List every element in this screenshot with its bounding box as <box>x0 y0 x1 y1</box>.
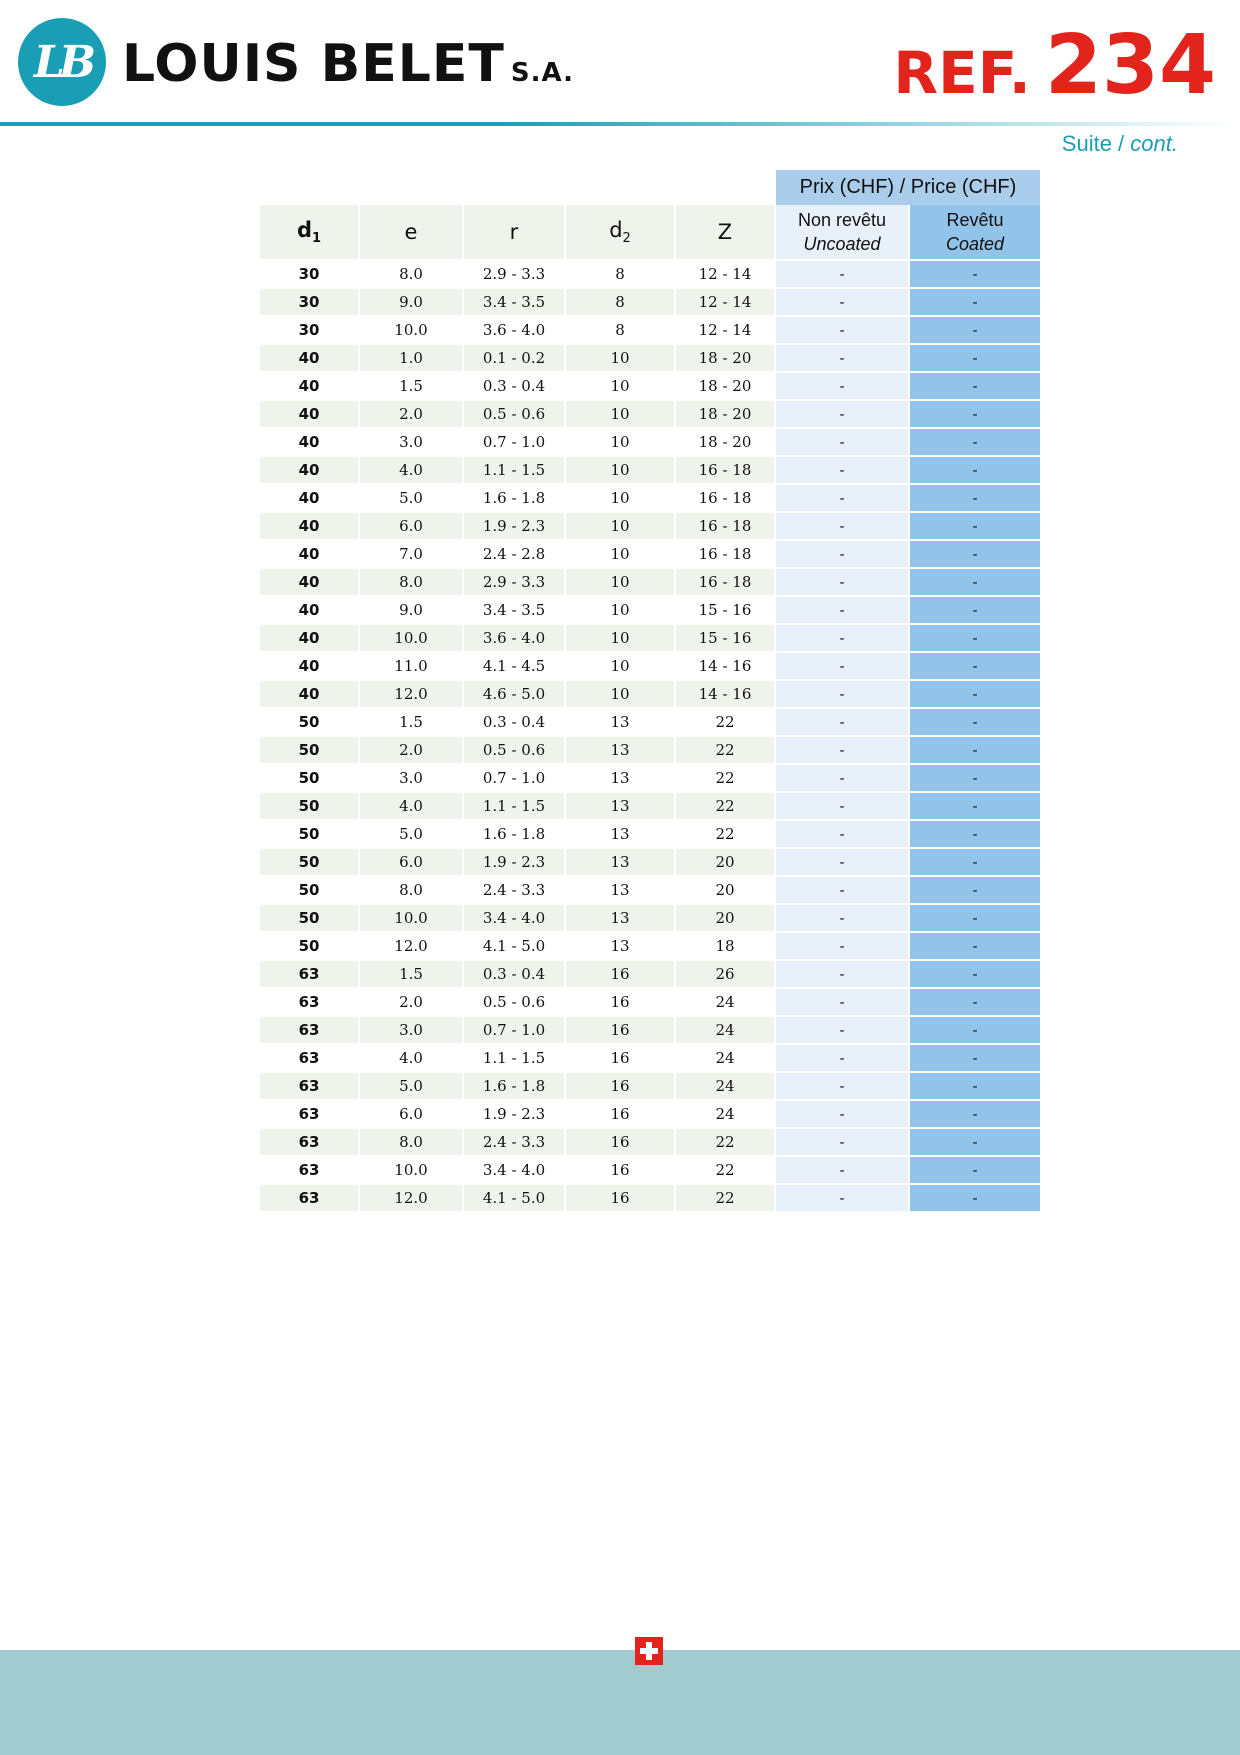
cell-co: - <box>910 763 1040 791</box>
cell-e: 8.0 <box>360 259 462 287</box>
cell-d2: 16 <box>566 1183 674 1211</box>
cell-co: - <box>910 315 1040 343</box>
cell-d2: 13 <box>566 707 674 735</box>
cell-co: - <box>910 1183 1040 1211</box>
cell-d2: 10 <box>566 343 674 371</box>
cell-d1: 50 <box>260 763 358 791</box>
cell-uc: - <box>776 1183 908 1211</box>
cell-d1: 40 <box>260 623 358 651</box>
cell-d2: 13 <box>566 763 674 791</box>
col-header-r: r <box>464 205 564 259</box>
table-row <box>260 1071 1040 1099</box>
cell-d1: 50 <box>260 819 358 847</box>
cell-r: 1.6 - 1.8 <box>464 483 564 511</box>
cell-uc: - <box>776 763 908 791</box>
cell-e: 8.0 <box>360 875 462 903</box>
cell-e: 3.0 <box>360 1015 462 1043</box>
cell-e: 5.0 <box>360 819 462 847</box>
cell-uc: - <box>776 875 908 903</box>
cell-z: 18 - 20 <box>676 399 774 427</box>
cell-co: - <box>910 707 1040 735</box>
cell-d1: 40 <box>260 399 358 427</box>
cell-co: - <box>910 651 1040 679</box>
cell-d1: 40 <box>260 455 358 483</box>
cell-d1: 40 <box>260 343 358 371</box>
cell-r: 0.7 - 1.0 <box>464 1015 564 1043</box>
cell-co: - <box>910 343 1040 371</box>
cell-co: - <box>910 455 1040 483</box>
cell-uc: - <box>776 707 908 735</box>
cell-co: - <box>910 1099 1040 1127</box>
cell-z: 22 <box>676 819 774 847</box>
col-header-coated: Revêtu Coated <box>910 205 1040 259</box>
cell-r: 1.1 - 1.5 <box>464 791 564 819</box>
cell-r: 2.9 - 3.3 <box>464 259 564 287</box>
cell-uc: - <box>776 427 908 455</box>
cell-co: - <box>910 399 1040 427</box>
cell-co: - <box>910 903 1040 931</box>
cell-r: 3.4 - 3.5 <box>464 595 564 623</box>
cell-r: 3.6 - 4.0 <box>464 315 564 343</box>
cell-uc: - <box>776 679 908 707</box>
cell-z: 22 <box>676 1155 774 1183</box>
table-row <box>260 931 1040 959</box>
cell-co: - <box>910 735 1040 763</box>
cell-uc: - <box>776 819 908 847</box>
table-row <box>260 847 1040 875</box>
table-row <box>260 1127 1040 1155</box>
cell-d2: 16 <box>566 1099 674 1127</box>
cell-r: 1.6 - 1.8 <box>464 1071 564 1099</box>
cell-co: - <box>910 623 1040 651</box>
cell-z: 16 - 18 <box>676 539 774 567</box>
cell-z: 18 <box>676 931 774 959</box>
table-row <box>260 1155 1040 1183</box>
table-row <box>260 343 1040 371</box>
cell-r: 3.4 - 3.5 <box>464 287 564 315</box>
cell-z: 16 - 18 <box>676 483 774 511</box>
cell-e: 8.0 <box>360 567 462 595</box>
cell-co: - <box>910 1071 1040 1099</box>
cell-z: 22 <box>676 1127 774 1155</box>
table-row <box>260 1043 1040 1071</box>
cell-uc: - <box>776 623 908 651</box>
cell-e: 2.0 <box>360 399 462 427</box>
cell-uc: - <box>776 371 908 399</box>
cell-z: 22 <box>676 763 774 791</box>
cell-co: - <box>910 791 1040 819</box>
cell-uc: - <box>776 483 908 511</box>
cell-r: 1.6 - 1.8 <box>464 819 564 847</box>
cell-z: 20 <box>676 847 774 875</box>
header-spacer <box>260 170 774 205</box>
cell-e: 7.0 <box>360 539 462 567</box>
cell-r: 2.4 - 3.3 <box>464 875 564 903</box>
cell-r: 2.4 - 3.3 <box>464 1127 564 1155</box>
cell-z: 24 <box>676 987 774 1015</box>
cell-z: 14 - 16 <box>676 651 774 679</box>
cell-d2: 10 <box>566 539 674 567</box>
cell-r: 2.9 - 3.3 <box>464 567 564 595</box>
cell-e: 2.0 <box>360 735 462 763</box>
cell-co: - <box>910 1155 1040 1183</box>
cell-d1: 63 <box>260 1043 358 1071</box>
cell-uc: - <box>776 1099 908 1127</box>
suite-label: Suite / <box>1061 131 1125 156</box>
cell-co: - <box>910 931 1040 959</box>
cell-z: 16 - 18 <box>676 567 774 595</box>
cell-e: 6.0 <box>360 1099 462 1127</box>
cell-d2: 10 <box>566 455 674 483</box>
cell-co: - <box>910 679 1040 707</box>
cell-r: 0.7 - 1.0 <box>464 763 564 791</box>
cell-e: 10.0 <box>360 903 462 931</box>
cell-z: 15 - 16 <box>676 595 774 623</box>
cell-uc: - <box>776 931 908 959</box>
cell-uc: - <box>776 1043 908 1071</box>
cell-co: - <box>910 847 1040 875</box>
price-header: Prix (CHF) / Price (CHF) <box>776 170 1040 205</box>
col-header-e: e <box>360 205 462 259</box>
table-row <box>260 371 1040 399</box>
col-header-uncoated: Non revêtu Uncoated <box>776 205 908 259</box>
table-row <box>260 511 1040 539</box>
cell-co: - <box>910 539 1040 567</box>
cell-z: 18 - 20 <box>676 427 774 455</box>
cell-e: 12.0 <box>360 931 462 959</box>
table-row <box>260 259 1040 287</box>
table-row <box>260 875 1040 903</box>
cell-e: 6.0 <box>360 847 462 875</box>
table-row <box>260 623 1040 651</box>
cell-r: 4.6 - 5.0 <box>464 679 564 707</box>
cell-d2: 8 <box>566 287 674 315</box>
cell-e: 10.0 <box>360 623 462 651</box>
cell-d2: 13 <box>566 791 674 819</box>
cell-r: 0.5 - 0.6 <box>464 399 564 427</box>
cell-d2: 10 <box>566 679 674 707</box>
cell-e: 3.0 <box>360 427 462 455</box>
cell-d2: 16 <box>566 1043 674 1071</box>
cell-d2: 16 <box>566 987 674 1015</box>
table-row <box>260 1183 1040 1211</box>
cell-d2: 10 <box>566 483 674 511</box>
cell-co: - <box>910 371 1040 399</box>
cell-d2: 8 <box>566 259 674 287</box>
table-row <box>260 959 1040 987</box>
cell-d1: 63 <box>260 987 358 1015</box>
continuation-note <box>1062 131 1178 157</box>
cell-d1: 50 <box>260 931 358 959</box>
cell-e: 2.0 <box>360 987 462 1015</box>
cell-d2: 16 <box>566 1155 674 1183</box>
cell-d1: 40 <box>260 511 358 539</box>
cell-e: 12.0 <box>360 679 462 707</box>
footer-band <box>0 1650 1240 1755</box>
cell-uc: - <box>776 903 908 931</box>
cell-d2: 13 <box>566 931 674 959</box>
cell-r: 0.1 - 0.2 <box>464 343 564 371</box>
cell-d1: 40 <box>260 567 358 595</box>
cell-d2: 10 <box>566 427 674 455</box>
cell-d2: 16 <box>566 959 674 987</box>
table-row <box>260 455 1040 483</box>
cell-uc: - <box>776 455 908 483</box>
cell-uc: - <box>776 315 908 343</box>
product-reference <box>893 18 1216 113</box>
cell-r: 4.1 - 5.0 <box>464 1183 564 1211</box>
table-row <box>260 987 1040 1015</box>
cell-d1: 40 <box>260 595 358 623</box>
cell-d1: 30 <box>260 315 358 343</box>
cell-r: 1.9 - 2.3 <box>464 511 564 539</box>
cell-d2: 16 <box>566 1127 674 1155</box>
cell-uc: - <box>776 1071 908 1099</box>
cell-uc: - <box>776 399 908 427</box>
table-row <box>260 287 1040 315</box>
cell-d2: 16 <box>566 1015 674 1043</box>
cell-r: 0.5 - 0.6 <box>464 735 564 763</box>
cell-r: 0.3 - 0.4 <box>464 371 564 399</box>
cell-d1: 30 <box>260 287 358 315</box>
cell-co: - <box>910 511 1040 539</box>
cell-uc: - <box>776 259 908 287</box>
cell-uc: - <box>776 343 908 371</box>
table-body <box>260 259 1040 1211</box>
cell-co: - <box>910 1015 1040 1043</box>
cell-d1: 63 <box>260 959 358 987</box>
cell-d1: 50 <box>260 707 358 735</box>
cell-z: 22 <box>676 791 774 819</box>
cell-d1: 40 <box>260 651 358 679</box>
col-header-z: Z <box>676 205 774 259</box>
table-row <box>260 903 1040 931</box>
logo-monogram: LB <box>33 36 91 88</box>
cell-z: 14 - 16 <box>676 679 774 707</box>
cell-z: 12 - 14 <box>676 315 774 343</box>
cell-e: 12.0 <box>360 1183 462 1211</box>
cell-co: - <box>910 959 1040 987</box>
cell-d2: 10 <box>566 511 674 539</box>
table-row <box>260 399 1040 427</box>
cell-z: 24 <box>676 1099 774 1127</box>
cell-d2: 10 <box>566 623 674 651</box>
cell-d1: 40 <box>260 371 358 399</box>
cell-d1: 50 <box>260 903 358 931</box>
cell-d1: 50 <box>260 847 358 875</box>
cell-co: - <box>910 259 1040 287</box>
cell-e: 1.5 <box>360 707 462 735</box>
cell-uc: - <box>776 651 908 679</box>
company-logo <box>18 18 106 106</box>
cell-d2: 10 <box>566 399 674 427</box>
table-row <box>260 595 1040 623</box>
table-row <box>260 707 1040 735</box>
cell-e: 1.5 <box>360 371 462 399</box>
cell-z: 20 <box>676 903 774 931</box>
cell-r: 1.9 - 2.3 <box>464 1099 564 1127</box>
cell-z: 16 - 18 <box>676 455 774 483</box>
cell-uc: - <box>776 791 908 819</box>
cell-z: 18 - 20 <box>676 371 774 399</box>
cell-e: 9.0 <box>360 287 462 315</box>
cell-co: - <box>910 427 1040 455</box>
cell-d1: 50 <box>260 875 358 903</box>
cell-r: 4.1 - 5.0 <box>464 931 564 959</box>
cell-uc: - <box>776 511 908 539</box>
cell-r: 2.4 - 2.8 <box>464 539 564 567</box>
cell-d1: 40 <box>260 427 358 455</box>
cell-e: 10.0 <box>360 315 462 343</box>
cell-uc: - <box>776 959 908 987</box>
table-row <box>260 539 1040 567</box>
ref-label: REF. <box>893 39 1031 107</box>
cell-d2: 8 <box>566 315 674 343</box>
swiss-flag-icon <box>635 1637 663 1665</box>
cell-z: 20 <box>676 875 774 903</box>
cell-d2: 10 <box>566 595 674 623</box>
cell-uc: - <box>776 567 908 595</box>
cell-d2: 10 <box>566 567 674 595</box>
cell-d2: 16 <box>566 1071 674 1099</box>
table-row <box>260 735 1040 763</box>
cell-d1: 40 <box>260 679 358 707</box>
cell-e: 4.0 <box>360 791 462 819</box>
table-row <box>260 1015 1040 1043</box>
cell-z: 22 <box>676 707 774 735</box>
cell-d1: 63 <box>260 1127 358 1155</box>
cell-e: 9.0 <box>360 595 462 623</box>
cell-e: 3.0 <box>360 763 462 791</box>
cell-r: 0.5 - 0.6 <box>464 987 564 1015</box>
cell-e: 11.0 <box>360 651 462 679</box>
cell-d2: 13 <box>566 847 674 875</box>
cell-z: 26 <box>676 959 774 987</box>
cell-r: 0.3 - 0.4 <box>464 707 564 735</box>
cell-d1: 40 <box>260 483 358 511</box>
table-row <box>260 791 1040 819</box>
table-row <box>260 483 1040 511</box>
cell-e: 1.5 <box>360 959 462 987</box>
cell-r: 3.6 - 4.0 <box>464 623 564 651</box>
cell-uc: - <box>776 595 908 623</box>
cell-d2: 13 <box>566 903 674 931</box>
cell-e: 5.0 <box>360 1071 462 1099</box>
cell-co: - <box>910 1043 1040 1071</box>
table-row <box>260 315 1040 343</box>
cell-e: 8.0 <box>360 1127 462 1155</box>
cell-co: - <box>910 1127 1040 1155</box>
company-suffix: S.A. <box>510 58 574 88</box>
cell-d2: 13 <box>566 875 674 903</box>
cell-z: 12 - 14 <box>676 287 774 315</box>
cell-uc: - <box>776 287 908 315</box>
cell-co: - <box>910 819 1040 847</box>
cell-z: 22 <box>676 1183 774 1211</box>
cell-r: 1.9 - 2.3 <box>464 847 564 875</box>
header-divider <box>0 122 1240 126</box>
table-row <box>260 567 1040 595</box>
cont-label: cont. <box>1130 131 1178 156</box>
cell-r: 1.1 - 1.5 <box>464 1043 564 1071</box>
cell-z: 16 - 18 <box>676 511 774 539</box>
table-row <box>260 427 1040 455</box>
cell-r: 4.1 - 4.5 <box>464 651 564 679</box>
cell-d1: 63 <box>260 1183 358 1211</box>
cell-z: 24 <box>676 1043 774 1071</box>
cell-r: 3.4 - 4.0 <box>464 1155 564 1183</box>
cell-uc: - <box>776 847 908 875</box>
cell-d2: 13 <box>566 735 674 763</box>
cell-co: - <box>910 875 1040 903</box>
cell-z: 24 <box>676 1071 774 1099</box>
cell-d2: 13 <box>566 819 674 847</box>
table-row <box>260 679 1040 707</box>
table-row <box>260 1099 1040 1127</box>
cell-e: 4.0 <box>360 1043 462 1071</box>
cell-co: - <box>910 987 1040 1015</box>
table-row <box>260 651 1040 679</box>
cell-e: 4.0 <box>360 455 462 483</box>
cell-d2: 10 <box>566 371 674 399</box>
cell-uc: - <box>776 1155 908 1183</box>
col-header-d2: $d_2$ <box>566 205 674 259</box>
cell-e: 10.0 <box>360 1155 462 1183</box>
table-row <box>260 763 1040 791</box>
cell-z: 18 - 20 <box>676 343 774 371</box>
cell-uc: - <box>776 1015 908 1043</box>
cell-e: 6.0 <box>360 511 462 539</box>
cell-e: 5.0 <box>360 483 462 511</box>
cell-d1: 50 <box>260 791 358 819</box>
company-name: LOUIS BELET S.A. <box>122 34 574 94</box>
cell-z: 22 <box>676 735 774 763</box>
dimensions-table <box>258 170 1042 1211</box>
cell-z: 12 - 14 <box>676 259 774 287</box>
cell-r: 1.1 - 1.5 <box>464 455 564 483</box>
cell-uc: - <box>776 735 908 763</box>
cell-co: - <box>910 483 1040 511</box>
cell-e: 1.0 <box>360 343 462 371</box>
cell-co: - <box>910 567 1040 595</box>
cell-d1: 40 <box>260 539 358 567</box>
cell-d1: 63 <box>260 1155 358 1183</box>
cell-r: 3.4 - 4.0 <box>464 903 564 931</box>
cell-d1: 63 <box>260 1071 358 1099</box>
ref-number: 234 <box>1044 18 1216 113</box>
cell-d1: 63 <box>260 1099 358 1127</box>
table-row <box>260 819 1040 847</box>
cell-co: - <box>910 595 1040 623</box>
cell-co: - <box>910 287 1040 315</box>
cell-d2: 10 <box>566 651 674 679</box>
cell-d1: 30 <box>260 259 358 287</box>
cell-r: 0.7 - 1.0 <box>464 427 564 455</box>
cell-z: 24 <box>676 1015 774 1043</box>
cell-d1: 50 <box>260 735 358 763</box>
col-header-d1: $d_1$ <box>260 205 358 259</box>
cell-z: 15 - 16 <box>676 623 774 651</box>
cell-r: 0.3 - 0.4 <box>464 959 564 987</box>
cell-d1: 63 <box>260 1015 358 1043</box>
cell-uc: - <box>776 539 908 567</box>
cell-uc: - <box>776 987 908 1015</box>
cell-uc: - <box>776 1127 908 1155</box>
